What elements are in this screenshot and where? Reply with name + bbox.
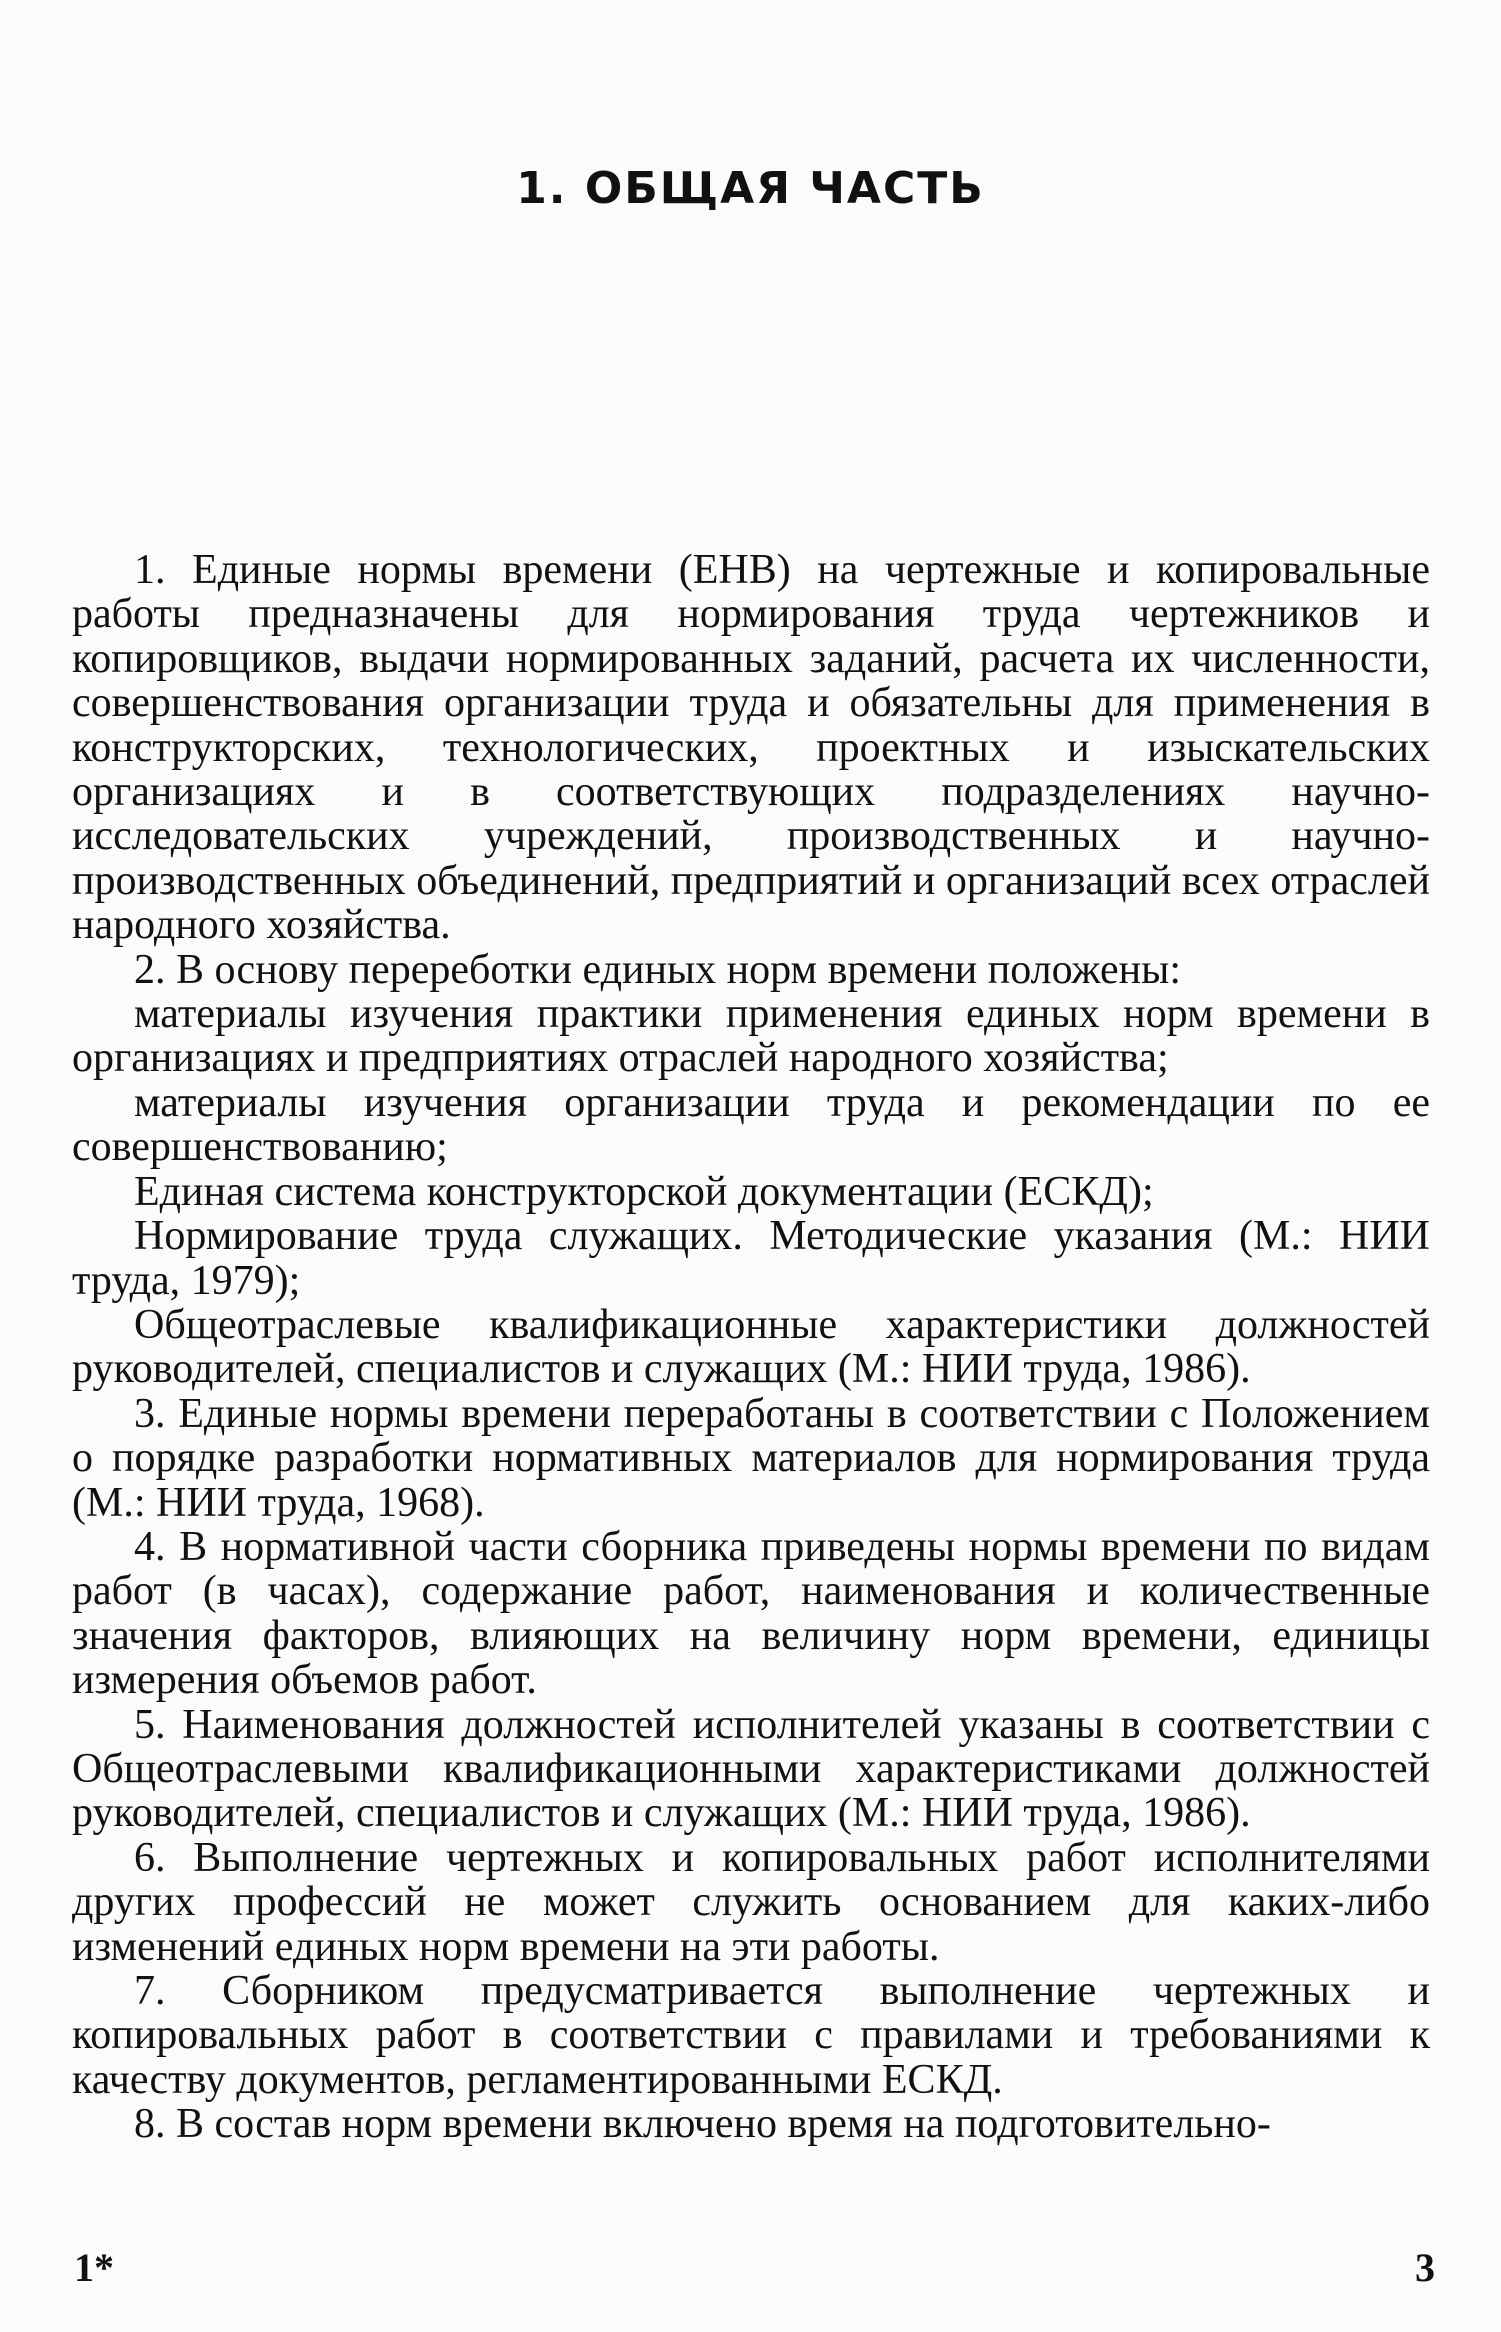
body-text [72, 548, 1430, 2147]
paragraph-2: 2. В основу перереботки единых норм времени положены: [134, 946, 1182, 993]
paragraph-2-item-2: материалы изучения организации труда и рекомендации по ее совершенствованию; [72, 1079, 1430, 1171]
paragraph-6: 6. Выполнение чертежных и копировальных работ исполнителями других профессий не может служить основанием для каких-либо изменений единых норм времени на эти работы. [72, 1834, 1430, 1970]
page-number: 3 [1415, 2245, 1435, 2290]
paragraph-4: 4. В нормативной части сборника приведены нормы времени по видам работ (в часах), содержание работ, наименования и количественные значения факторов, влияющих на величину норм времени, единицы измерения объемов работ. [72, 1523, 1430, 1704]
paragraph-3: 3. Единые нормы времени переработаны в соответствии с Положением о порядке разработки нормативных материалов для нормирования труда (М.: НИИ труда, 1968). [72, 1390, 1430, 1526]
paragraph-2-item-5: Общеотраслевые квалификационные характеристики должностей руководителей, специалистов и служащих (М.: НИИ труда, 1986). [72, 1301, 1430, 1393]
paragraph-5: 5. Наименования должностей исполнителей указаны в соответствии с Общеотраслевыми квалификационными характеристиками должностей руководителей, специалистов и служащих (М.: НИИ труда, 1986). [72, 1701, 1430, 1837]
footer-signature: 1* [74, 2245, 114, 2290]
paragraph-8: 8. В состав норм времени включено время на подготовительно- [134, 2101, 1271, 2148]
paragraph-2-item-4: Нормирование труда служащих. Методические указания (М.: НИИ труда, 1979); [72, 1213, 1430, 1304]
section-heading: 1. ОБЩАЯ ЧАСТЬ [516, 163, 985, 214]
paragraph-1: 1. Единые нормы времени (ЕНВ) на чертежные и копировальные работы предназначены для нормирования труда чертежников и копировщиков, выдачи нормированных заданий, расчета их численности, совершенствования организации труда и обязательны для применения в конструкторских, технологических, проектных и изыскательских организациях и в соответствующих подразделениях научно-исследовательских учреждений, производственных и научно-производственных объединений, предприятий и организаций всех отраслей народного хозяйства. [72, 547, 1430, 949]
paragraph-2-item-1: материалы изучения практики применения единых норм времени в организациях и предприятиях отраслей народного хозяйства; [72, 991, 1430, 1082]
paragraph-7: 7. Сборником предусматривается выполнение чертежных и копировальных работ в соответствии с правилами и требованиями к качеству документов, регламентированными ЕСКД. [72, 1968, 1430, 2103]
paragraph-2-item-3: Единая система конструкторской документации (ЕСКД); [134, 1168, 1154, 1215]
